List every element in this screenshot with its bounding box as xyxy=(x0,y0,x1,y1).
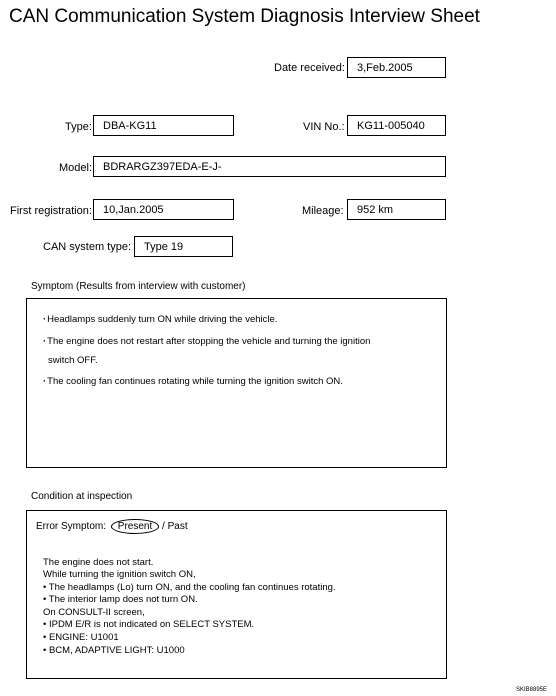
mileage-field: 952 km xyxy=(347,199,446,220)
condition-line: On CONSULT-II screen, xyxy=(43,607,145,618)
date-received-label: Date received: xyxy=(274,62,345,74)
sheet-title: CAN Communication System Diagnosis Interview Sheet xyxy=(9,6,480,27)
past-label: / Past xyxy=(162,521,188,532)
can-system-type-field: Type 19 xyxy=(134,236,233,257)
date-received-field: 3,Feb.2005 xyxy=(347,57,446,78)
condition-line: • The headlamps (Lo) turn ON, and the cooling fan continues rotating. xyxy=(43,582,336,593)
symptom-heading: Symptom (Results from interview with customer) xyxy=(31,281,246,292)
condition-heading: Condition at inspection xyxy=(31,491,133,502)
vin-field: KG11-005040 xyxy=(347,115,446,136)
symptom-line: · The engine does not restart after stopping the vehicle and turning the ignition xyxy=(43,336,370,347)
symptom-line: switch OFF. xyxy=(48,355,98,366)
vin-label: VIN No.: xyxy=(303,121,345,133)
symptom-line: · The cooling fan continues rotating while turning the ignition switch ON. xyxy=(43,376,343,387)
figure-code: SKIB8895E xyxy=(515,687,547,693)
condition-line: The engine does not start. xyxy=(43,557,154,568)
can-system-type-label: CAN system type: xyxy=(43,241,132,253)
symptom-panel xyxy=(26,298,447,468)
condition-line: While turning the ignition switch ON, xyxy=(43,569,196,580)
first-registration-field: 10,Jan.2005 xyxy=(93,199,234,220)
symptom-line: · Headlamps suddenly turn ON while driving the vehicle. xyxy=(43,314,277,325)
error-symptom-label: Error Symptom: xyxy=(36,521,107,532)
first-registration-label: First registration: xyxy=(10,205,92,217)
type-label: Type: xyxy=(65,121,92,133)
condition-line: • The interior lamp does not turn ON. xyxy=(43,594,198,605)
model-field: BDRARGZ397EDA-E-J- xyxy=(93,156,446,177)
type-field: DBA-KG11 xyxy=(93,115,234,136)
model-label: Model: xyxy=(59,162,93,174)
mileage-label: Mileage: xyxy=(302,205,344,217)
condition-line: • BCM, ADAPTIVE LIGHT: U1000 xyxy=(43,645,185,656)
present-circled: Present xyxy=(111,519,159,534)
condition-panel xyxy=(26,510,447,679)
condition-line: • IPDM E/R is not indicated on SELECT SYSTEM. xyxy=(43,619,255,630)
condition-line: • ENGINE: U1001 xyxy=(43,632,119,643)
error-symptom-row xyxy=(36,519,188,534)
